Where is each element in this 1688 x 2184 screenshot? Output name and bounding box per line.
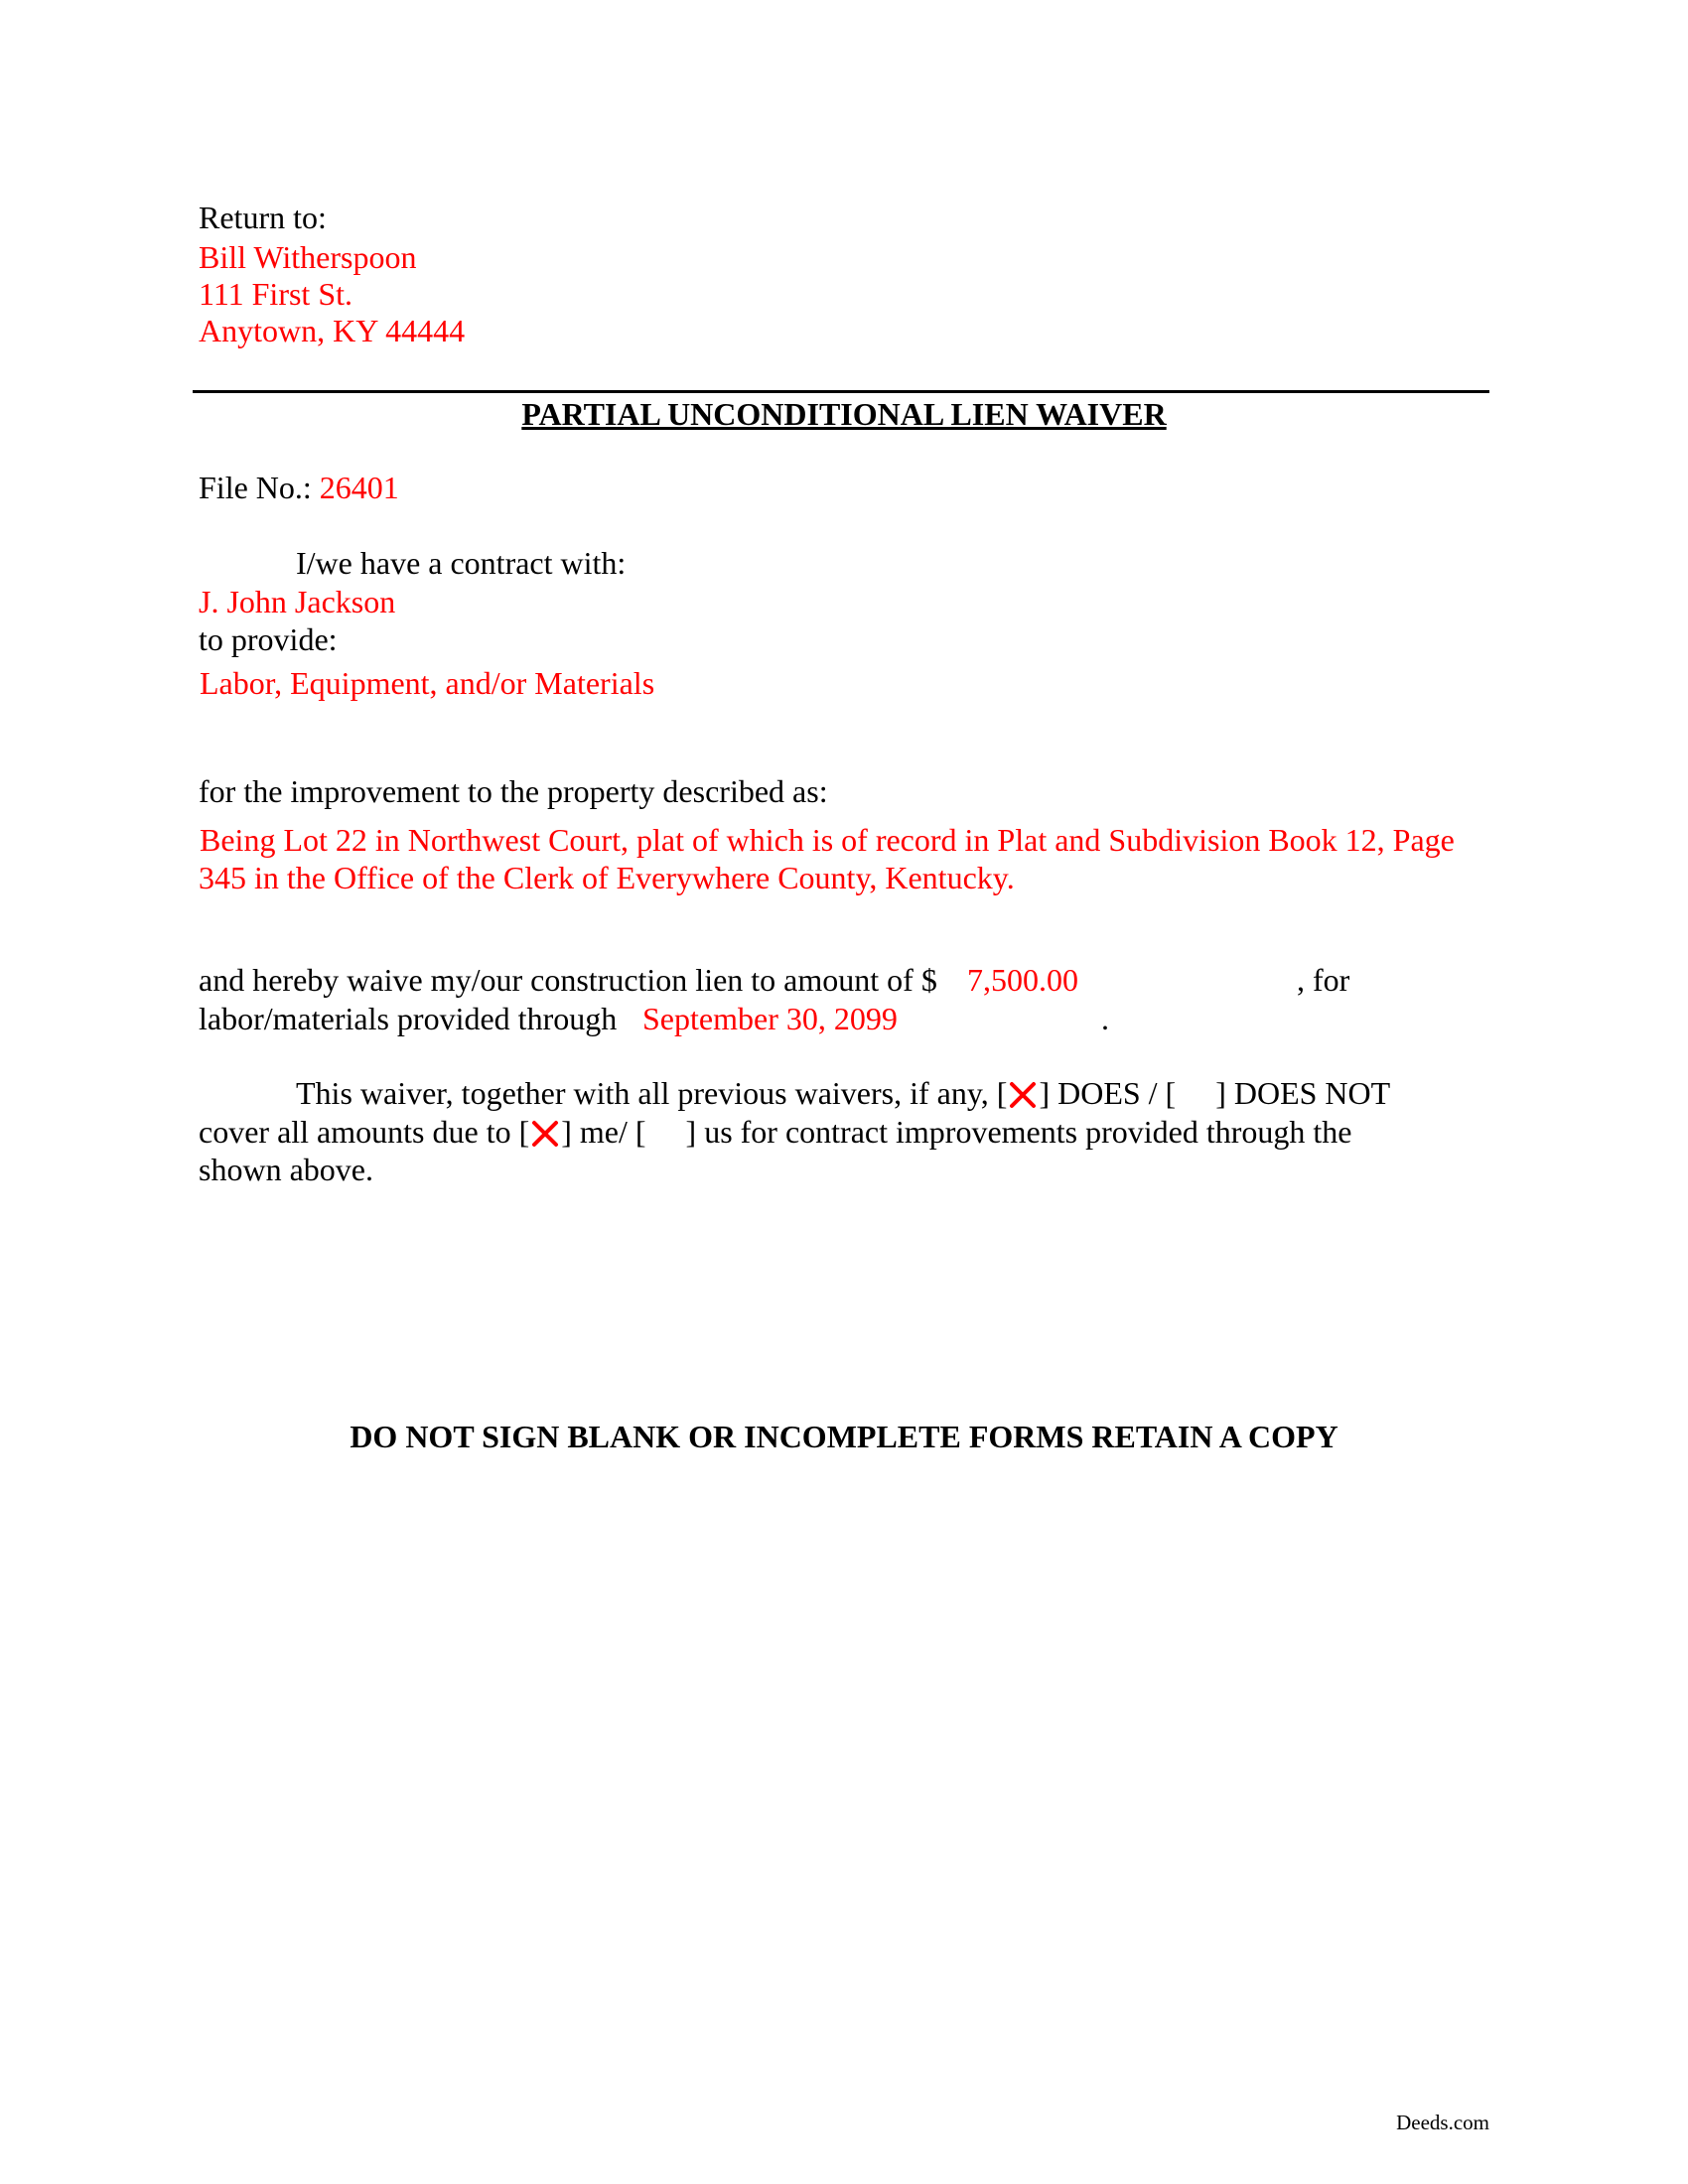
me-checkbox-x-icon — [530, 1119, 560, 1149]
does-not-label: ] DOES NOT — [1215, 1075, 1391, 1111]
waiver-amount-prefix: and hereby waive my/our construction lien to amount of $ — [199, 962, 937, 998]
waiver-amount-value: 7,500.00 — [967, 962, 1078, 998]
coverage-line1 — [296, 1074, 1390, 1112]
header-divider — [193, 390, 1489, 393]
coverage-line1-prefix: This waiver, together with all previous waivers, if any, [ — [296, 1075, 1008, 1111]
does-label: ] DOES / [ — [1039, 1075, 1177, 1111]
coverage-line3: shown above. — [199, 1152, 373, 1187]
us-label: ] us for contract improvements provided through the — [685, 1114, 1352, 1150]
footer-brand: Deeds.com — [1396, 2111, 1489, 2134]
document-title — [0, 395, 1688, 433]
coverage-line2 — [199, 1113, 1351, 1151]
me-label: ] me/ [ — [561, 1114, 646, 1150]
contract-intro: I/we have a contract with: — [296, 545, 627, 581]
file-no-value: 26401 — [319, 470, 399, 505]
contract-party: J. John Jackson — [199, 584, 396, 619]
file-no-row — [199, 469, 399, 506]
property-description-line2: 345 in the Office of the Clerk of Everywhere County, Kentucky. — [199, 860, 1015, 895]
provide-value: Labor, Equipment, and/or Materials — [200, 665, 655, 701]
return-to-city-state-zip: Anytown, KY 44444 — [199, 313, 466, 348]
provide-label: to provide: — [199, 621, 338, 657]
does-checkbox-x-icon — [1008, 1080, 1038, 1110]
return-to-name: Bill Witherspoon — [199, 239, 417, 275]
file-no-label: File No.: — [199, 470, 312, 505]
property-label: for the improvement to the property described as: — [199, 773, 828, 809]
property-description-line1: Being Lot 22 in Northwest Court, plat of which is of record in Plat and Subdivision Book 12, Page — [200, 822, 1455, 858]
through-label: labor/materials provided through — [199, 1001, 618, 1036]
document-title-text: PARTIAL UNCONDITIONAL LIEN WAIVER — [521, 396, 1167, 432]
return-to-street: 111 First St. — [199, 276, 352, 312]
warning-text: DO NOT SIGN BLANK OR INCOMPLETE FORMS RETAIN A COPY — [350, 1419, 1338, 1454]
waiver-amount-suffix: , for — [1297, 962, 1350, 998]
through-date: September 30, 2099 — [642, 1001, 898, 1036]
return-to-label: Return to: — [199, 200, 327, 235]
through-period: . — [1101, 1001, 1109, 1036]
coverage-line2-prefix: cover all amounts due to [ — [199, 1114, 530, 1150]
